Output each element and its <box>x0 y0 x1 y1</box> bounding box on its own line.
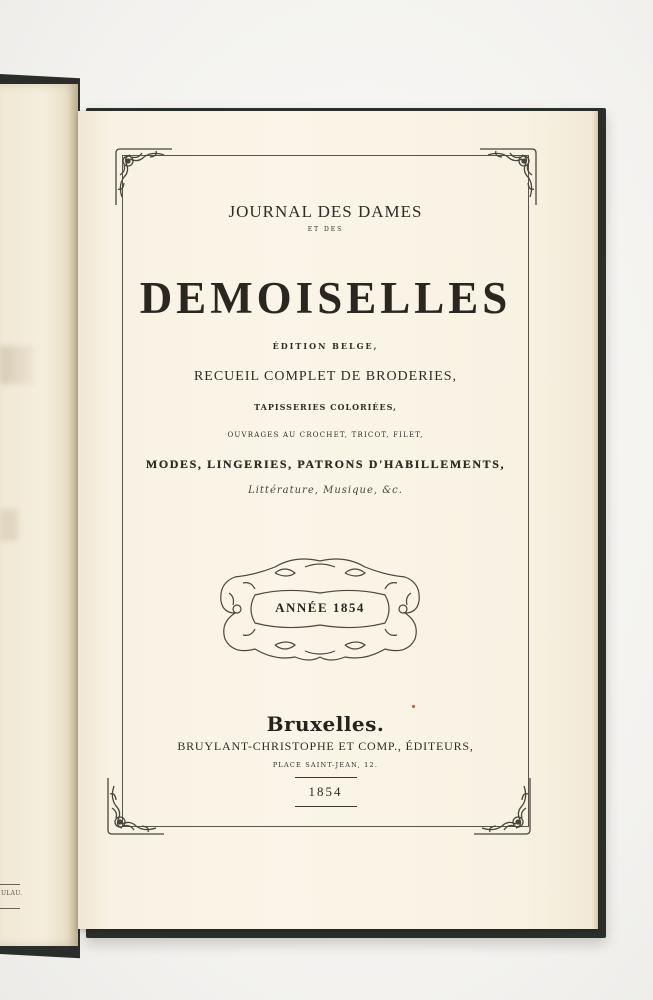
corner-ornament-top-right <box>476 145 540 209</box>
left-page-text: ULAU. <box>1 890 23 897</box>
main-title: DEMOISELLES <box>139 273 512 323</box>
left-page-rule <box>0 884 20 885</box>
page-edge-shadow <box>592 111 598 929</box>
left-page-bleed-through-mark <box>0 509 18 541</box>
left-page-rule <box>0 908 20 909</box>
imprint-rule <box>295 806 357 807</box>
paper-speck <box>412 705 415 708</box>
imprint-year: 1854 <box>308 784 343 799</box>
recueil-text: RECUEIL COMPLET DE BRODERIES, <box>193 369 458 384</box>
edition-text: ÉDITION BELGE, <box>272 341 379 351</box>
litterature-text: Littérature, Musique, &c. <box>248 485 403 496</box>
left-page-bleed-through-mark <box>0 346 34 384</box>
corner-ornament-top-left <box>112 145 176 209</box>
tapisseries-text: TAPISSERIES COLORIÉES, <box>254 402 397 412</box>
left-page <box>0 84 78 946</box>
journal-heading: JOURNAL DES DAMES <box>228 202 423 221</box>
modes-text: MODES, LINGERIES, PATRONS D'HABILLEMENTS, <box>145 457 506 471</box>
imprint-rule <box>295 777 357 778</box>
address-imprint: PLACE SAINT-JEAN, 12. <box>272 761 379 769</box>
year-cartouche-label: ANNÉE 1854 <box>275 600 365 615</box>
et-des-text: ET DES <box>307 226 344 233</box>
publisher-imprint: BRUYLANT-CHRISTOPHE ET COMP., ÉDITEURS, <box>177 739 474 753</box>
city-imprint: Bruxelles. <box>266 712 385 736</box>
ouvrages-text: OUVRAGES AU CROCHET, TRICOT, FILET, <box>227 431 424 439</box>
